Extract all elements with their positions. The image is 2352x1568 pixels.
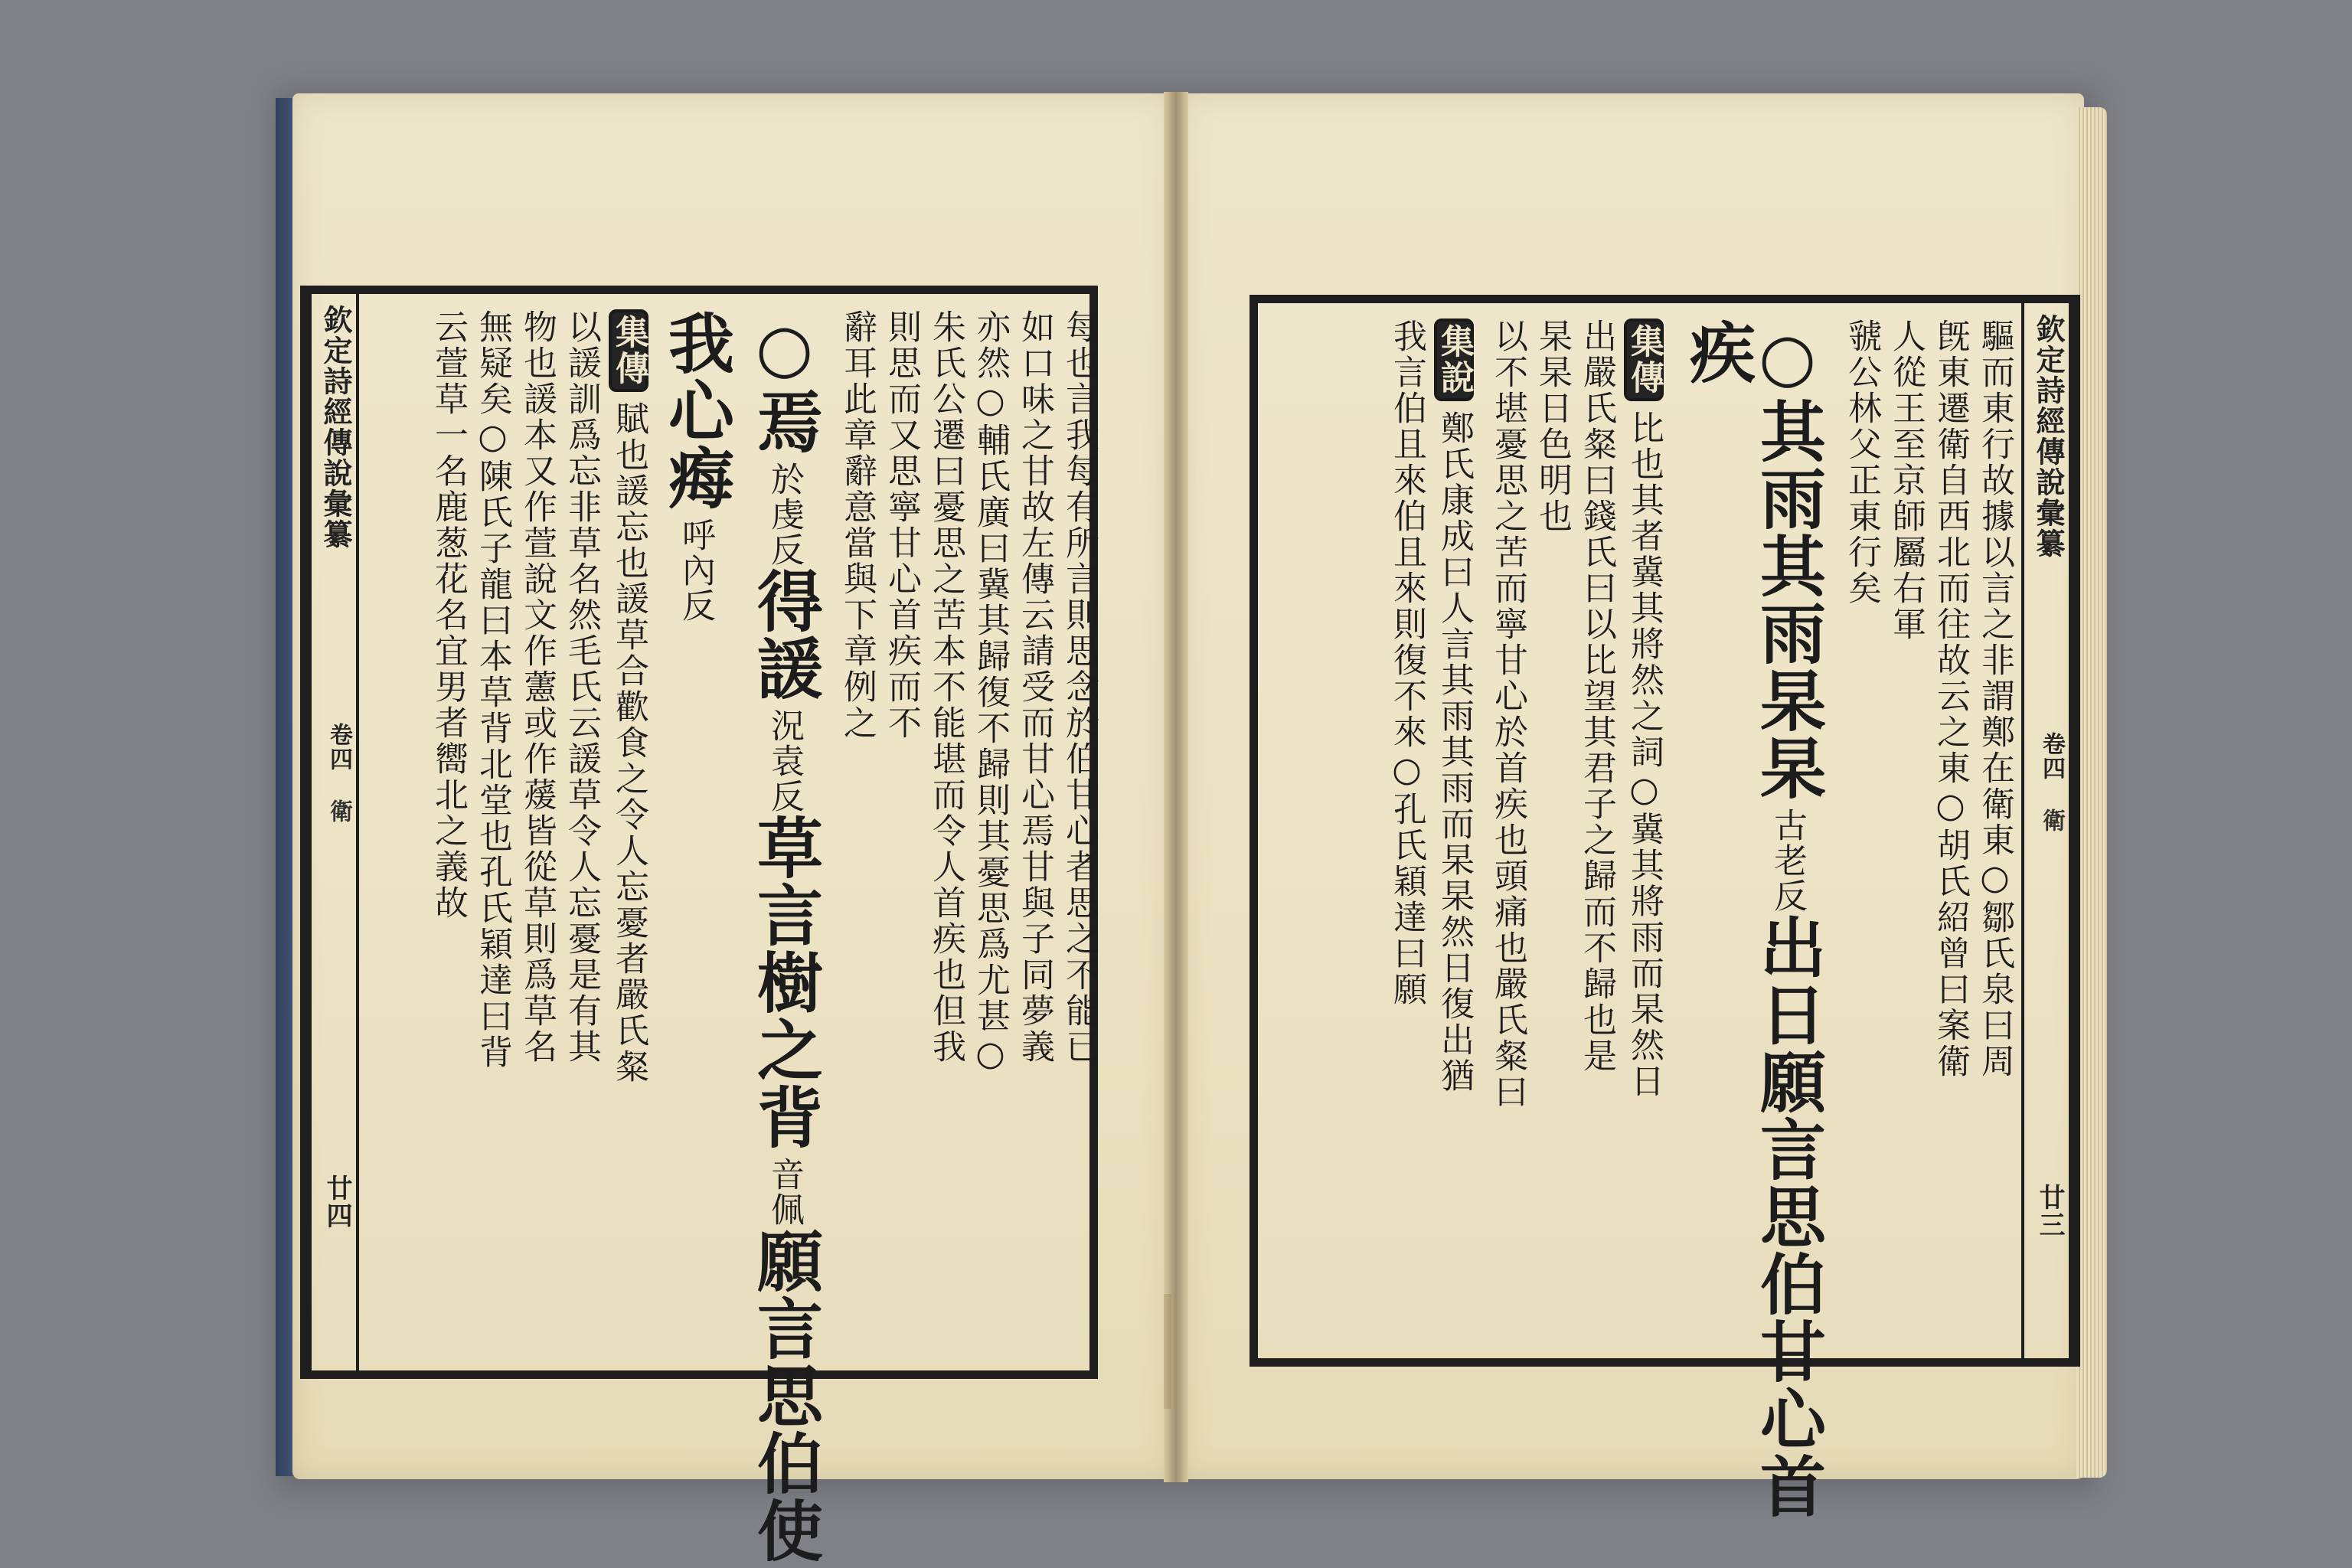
book-gutter	[1164, 92, 1188, 1482]
text-column: 云萱草一名鹿葱花名宜男者嚮北之義故	[429, 309, 468, 921]
left-fold-margin	[309, 294, 359, 1370]
text-column: 我言伯且來伯且來則復不來○孔氏穎達曰願	[1387, 318, 1426, 1008]
text-column: 則思而又思寧甘心首疾而不	[882, 309, 921, 741]
text-column: 辭耳此章辭意當與下章例之	[838, 309, 877, 741]
verse-text: 出日願言思伯甘心首	[1749, 913, 1826, 1520]
verse-text: ○焉	[746, 309, 823, 456]
text-column: 以諼訓爲忘非草名然毛氏云諼草令人忘憂是有其	[562, 309, 601, 1065]
pronunciation-note: 況袁反	[765, 708, 804, 814]
verse-text: 願言思伯使	[746, 1227, 823, 1564]
jizhuan-badge: 集傳	[1624, 318, 1664, 401]
verse-column	[657, 309, 734, 1366]
text-column: 以不堪憂思之苦而寧甘心於首疾也頭痛也嚴氏粲曰	[1488, 318, 1527, 1110]
text-column: 無疑矣○陳氏子龍曰本草背北堂也孔氏穎達曰背	[473, 309, 512, 1070]
fold-state-name: 衛	[2038, 808, 2065, 833]
verse-text: ○其雨其雨杲杲	[1749, 318, 1826, 802]
text-column: 朱氏公遷曰憂思之苦本不能堪而令人首疾也但我	[926, 309, 965, 1065]
page-edges	[2076, 107, 2107, 1478]
verse-column: 疾	[1678, 318, 1756, 386]
fold-page-number: 廿四	[322, 1174, 352, 1230]
verse-column	[746, 309, 823, 1564]
text-column: 如口味之甘故左傳云請受而甘心焉甘與子同夢義	[1015, 309, 1054, 1065]
text-column: 旣東遷衛自西北而往故云之東○胡氏紹曾曰案衛	[1931, 318, 1970, 1080]
text-column: 每也言我每有所言則思念於伯甘心者思之不能已	[1060, 309, 1099, 1065]
verse-text: 草言樹之背	[746, 814, 823, 1151]
verse-column	[1749, 318, 1826, 1520]
commentary-column	[1434, 318, 1474, 1344]
right-text-frame	[1250, 295, 2080, 1520]
fold-chapter: 卷四	[325, 723, 352, 772]
pronunciation-note: 音佩	[765, 1157, 804, 1227]
text-column: 杲杲日色明也	[1533, 318, 1572, 534]
jishuo-badge: 集說	[1434, 318, 1474, 401]
left-text-frame	[300, 286, 1099, 1564]
fold-page-number: 廿三	[2034, 1184, 2065, 1239]
commentary-text: 比也其者冀其將然之詞○冀其將雨而杲然日	[1625, 410, 1664, 1099]
pronunciation-note: 呼內反	[676, 518, 715, 623]
commentary-text: 鄭氏康成曰人言其雨其雨而杲杲然日復出猶	[1435, 410, 1474, 1094]
page-stain	[1164, 1294, 1171, 1409]
text-column: 虢公林父正東行矣	[1842, 318, 1881, 606]
commentary-column	[1624, 318, 1664, 1344]
verse-text: 得諼	[746, 567, 823, 702]
pronunciation-note: 古老反	[1768, 808, 1807, 913]
text-column: 人從王至京師屬右軍	[1886, 318, 1926, 642]
text-column: 物也諼本又作萱說文作藼或作蕿皆從草則爲草名	[518, 309, 557, 1065]
text-column: 驅而東行故據以言之非謂鄭在衛東○鄒氏泉曰周	[1975, 318, 2014, 1080]
jizhuan-badge: 集傳	[609, 309, 648, 392]
right-fold-margin	[2021, 303, 2072, 1358]
pronunciation-note: 於虔反	[765, 462, 804, 567]
commentary-column	[609, 309, 648, 1358]
fold-book-title: 欽定詩經傳說彙纂	[2031, 314, 2066, 559]
text-column: 出嚴氏粲曰錢氏曰以比望其君子之歸而不歸也是	[1577, 318, 1616, 1074]
fold-book-title: 欽定詩經傳說彙纂	[318, 305, 353, 550]
fold-chapter: 卷四	[2038, 732, 2065, 781]
commentary-text: 賦也諼忘也諼草合歡食之令人忘憂者嚴氏粲	[609, 401, 648, 1085]
fold-state-name: 衛	[325, 799, 352, 824]
verse-text: 我心痗	[657, 309, 734, 511]
text-column: 亦然○輔氏廣曰冀其歸復不歸則其憂思爲尤甚○	[971, 309, 1010, 1076]
